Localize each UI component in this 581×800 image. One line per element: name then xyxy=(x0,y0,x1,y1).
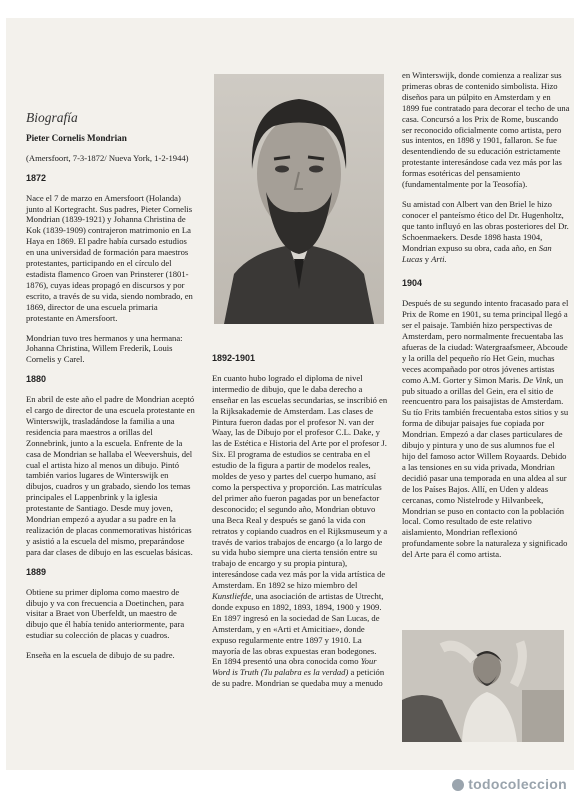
year-heading-1872: 1872 xyxy=(26,172,47,183)
year-heading-1889: 1889 xyxy=(26,566,47,577)
arti-title: Arti. xyxy=(431,253,447,264)
column-right xyxy=(402,70,570,569)
paragraph-1892 xyxy=(212,373,388,689)
paragraph-exhibitions-text: Su amistad con Albert van den Briel le hizo conocer el panteísmo ético del Dr. Hugenholtz, que tanto influyó en las obras posteriores del Dr. Schoenmaekers. Desde 1898 hasta 1904, Mondrian expuso su obra, cada año, en xyxy=(402,198,569,253)
paragraph-1872-a: Nace el 7 de marzo en Amersfoort (Holanda) junto al Kortegracht. Sus padres, Pieter Cornelis Mondrian (1839-1921) y Johanna Christina de Kok (1839-1909) contrajeron matrimonio en La Haya en 1869. El padre había cursado estudios en una universidad de formación para maestros protestantes, participando en el círculo del estadista flamenco Groen van Prinsterer (1801-1876), cuyas ideas propagó en discursos y por escrito, a través de su vida, siendo nombrado, en 1869, director de una escuela primaria protestante en Amersfoort. xyxy=(26,192,193,323)
watermark xyxy=(452,776,567,792)
watermark-logo-icon xyxy=(452,779,464,791)
paragraph-1892-text-a: En cuanto hubo logrado el diploma de nivel intermedio de dibujo, que le daba derecho a enseñar en las escuelas secundarias, se inscribió en la Rijksakademie de Amsterdam. Las clases de Pintura fueron dadas por el profesor N. van der Waay, las de Dibujo por el profesor C.L. Dake, y las de Estética e Historia del Arte por el profesor J. Six. El programa de estudios se centraba en el estudio de la figura a partir de modelos reales, moldes de yeso y partes del cuerpo humano, así como la perspectiva y proporción. Las matrículas del primer año fueron pagadas por un benefactor desconocido; el segundo año, Mondrian obtuvo una Beca Real y después se ganó la vida con retratos y copiando cuadros en el Rijksmuseum y a través de varios trabajos de encargo (a lo largo de su vida hubo siempre una cierta tensión entre su trabajo de encargo y su propia pintura), interesándose cada vez más por la vida artística de Amsterdam. En 1892 se hizo miembro del xyxy=(212,372,388,591)
kunstliefde-title: Kunstliefde, xyxy=(212,591,254,602)
watermark-text: todocoleccion xyxy=(468,776,567,792)
paragraph-1889-a: Obtiene su primer diploma como maestro de dibujo y va con frecuencia a Doetinchen, para visitar a Braet von Uberfeldt, un maestro de dibujo que él había tenido anteriormente, para estudiar su colección de placas y cuadros. xyxy=(26,586,185,641)
paragraph-1892-continued: en Winterswijk, donde comienza a realizar sus primeras obras de contenido simbolista. Hizo diseños para un púlpito en Amsterdam y en 1899 fue contratado para decorar el techo de una casa. Concursó a los Prix de Rome, buscando ser reconocido oficialmente como artista, pero sus intentos, en 1898 y 1901, fallaron. Se fue desentendiendo de su educación estrictamente protestante interesándose cada vez más por las formas esotéricas del pensamiento (fundamentalmente por la Teosofía). xyxy=(402,70,570,190)
artist-name: Pieter Cornelis Mondrian xyxy=(26,132,127,143)
paragraph-1889-b: Enseña en la escuela de dibujo de su padre. xyxy=(26,650,175,661)
artist-seated-photo xyxy=(402,630,564,742)
paragraph-1872-b: Mondrian tuvo tres hermanos y una hermana: Johanna Christina, Willem Frederik, Louis Cornelis y Carel. xyxy=(26,332,183,365)
year-heading-1892: 1892-1901 xyxy=(212,353,256,363)
year-heading-1880: 1880 xyxy=(26,374,47,385)
column-middle xyxy=(212,353,388,698)
paragraph-exhibitions xyxy=(402,199,570,264)
portrait-photo xyxy=(214,74,384,324)
de-vink-title: De Vink, xyxy=(523,374,553,385)
paragraph-1904-text-a: Después de su segundo intento fracasado para el Prix de Rome en 1901, su tema principal llegó a ser el paisaje. También hizo perspectivas de Amsterdam, pero normalmente frecuentaba las afueras de la ciudad: Watergraafsmeer, Abcoude y la orilla del pequeño río Het Gein, muchas veces acompañado por otros jóvenes artistas como A.M. Gorter y Simon Maris. xyxy=(402,298,569,385)
paragraph-1892-text-c: a petición de su padre. Mondrian se quedaba muy a menudo xyxy=(212,667,385,689)
san-lucas-title: San Lucas xyxy=(402,242,552,264)
artwork-title: Your Word is Truth (Tu palabra es la verdad) xyxy=(212,656,377,678)
paragraph-1904 xyxy=(402,298,570,560)
paragraph-1892-text-b: una asociación de artistas de Utrecht, donde expuso en 1892, 1893, 1894, 1900 y 1909. En 1897 ingresó en la sociedad de San Lucas, de Amsterdam, y en «Arti et Amicitiae», donde expuso regularmente entre 1897 y 1910. La mayoría de las obras expuestas eran bodegones. En 1894 presentó una obra conocida como xyxy=(212,591,384,667)
paragraph-1880: En abril de este año el padre de Mondrian aceptó el cargo de director de una escuela protestante en Winterswijk, trasladándose la familia a una residencia para maestros a orillas del Zonnebrink, junto a la escuela. Enfrente de la casa de Mondrian se hallaba el Weevershuis, del cual el artista hizo al menos un dibujo. Pintó también varios lugares de Winterswijk en dibujos, cuadros y un grabado, siendo los temas principales el Lappenbrink y la iglesia protestante de Santiago. Desde muy joven, Mondrian empezó a ayudar a su padre en la realización de placas conmemorativas históricas y asistió a la escuela del mismo, preparándose para dar clases de dibujo en las escuelas básicas. xyxy=(26,394,195,557)
watermark-bar xyxy=(0,770,581,800)
artist-life-dates: (Amersfoort, 7-3-1872/ Nueva York, 1-2-1944) xyxy=(26,152,189,163)
paragraph-1904-text-b: un pub situado a orillas del Gein, era el sitio de reencuentro para los paisajistas de Amsterdam. Su tío Frits también frecuentaba estos sitios y su forma de dibujar paisajes fue copiada por Mondrian. Empezó a dar clases particulares de dibujo y pintura y uno de sus alumnos fue el hijo del famoso actor Willem Royaards. Debido a las tensiones en su vida privada, Mondrian decidió pasar una temporada en una aldea al sur de los Países Bajos. Allí, en Uden y aldeas cercanas, como Nistelrode y Hilvanbeek, Mondrian se puso en contacto con la población local. Como resultado de este relativo aislamiento, Mondrian reflexionó profundamente sobre la naturaleza y significado del Arte para él como artista. xyxy=(402,374,569,560)
section-heading: Biografía xyxy=(26,110,78,125)
book-page xyxy=(6,18,574,778)
year-heading-1904: 1904 xyxy=(402,278,423,289)
conjunction-text: y xyxy=(422,253,432,264)
column-left xyxy=(26,110,196,670)
